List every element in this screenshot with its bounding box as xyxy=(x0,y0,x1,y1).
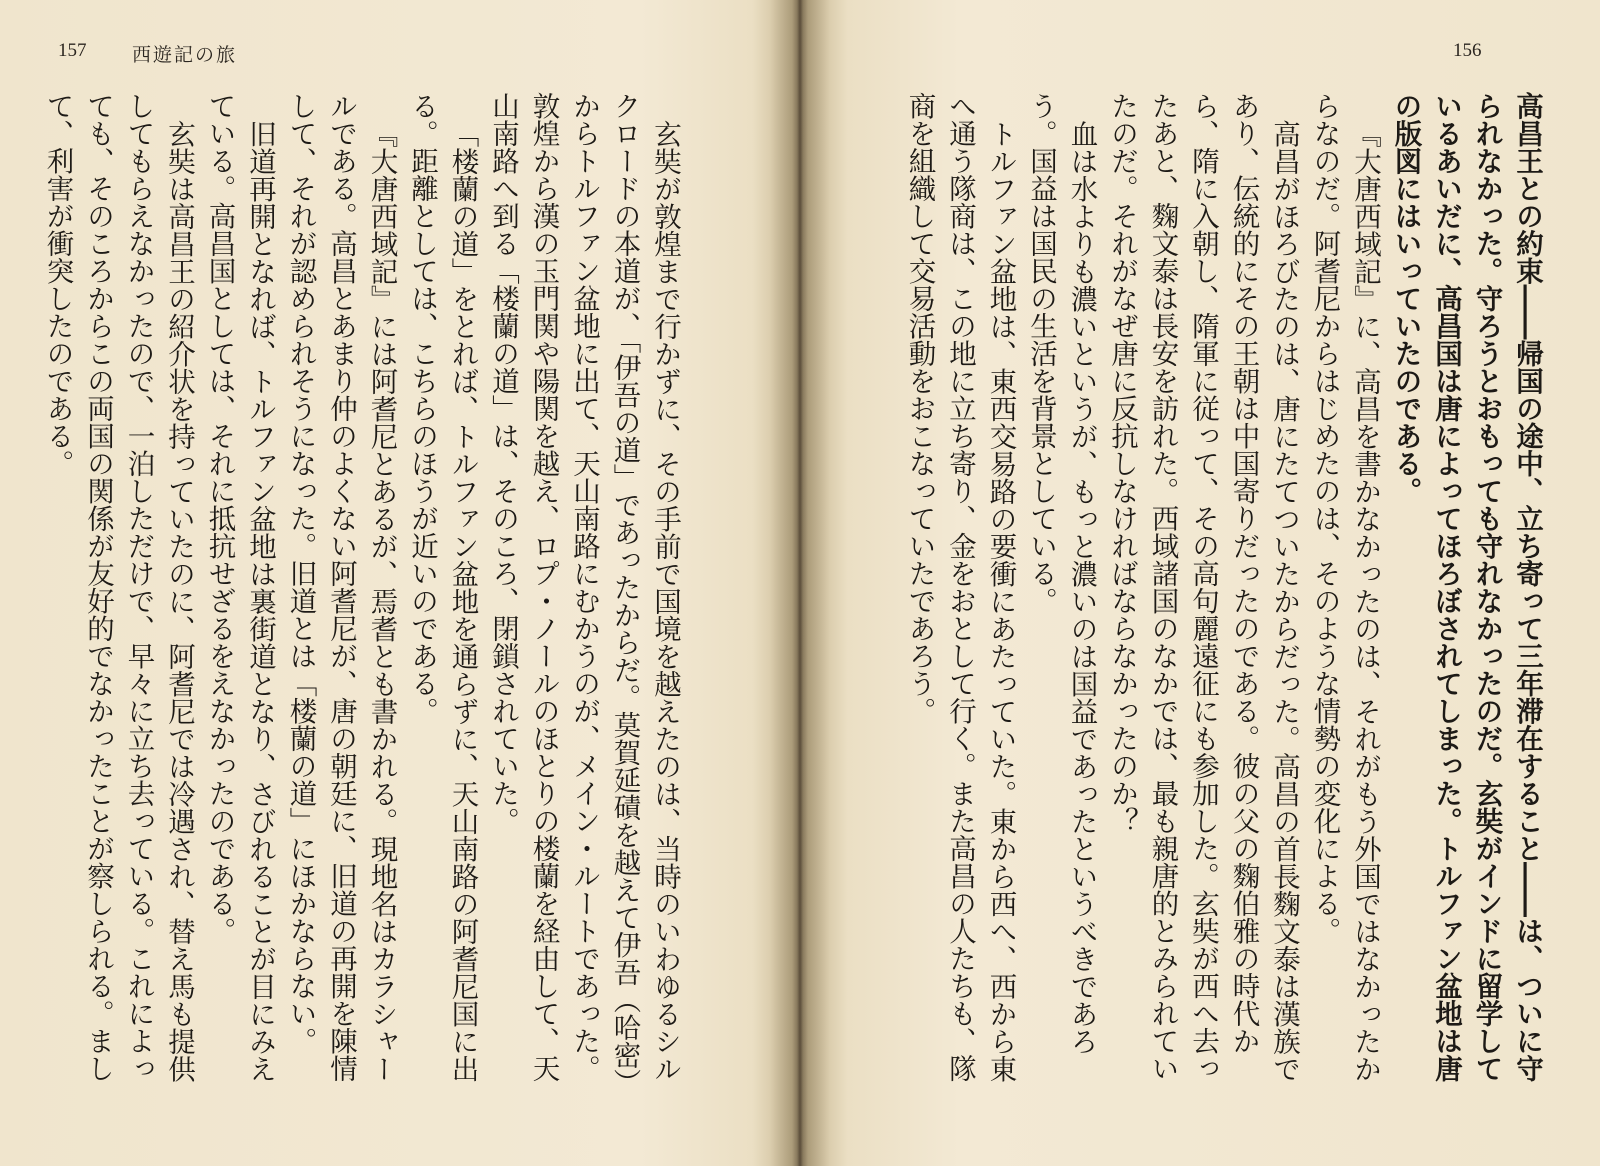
paragraph: 玄奘は高昌王の紹介状を持っていたのに、阿耆尼では冷遇され、替え馬も提供してもらえなかったので、一泊しただけで、早々に立ち去っている。これによっても、そのころからこの両国の関係が友好的でなかったことが察しられる。まして、利害が衝突したのである。 xyxy=(41,92,195,1082)
paragraph: 高昌王との約束――帰国の途中、立ち寄って三年滞在すること――は、ついに守られなかった。守ろうとおもっても守れなかったのだ。玄奘がインドに留学しているあいだに、高昌国は唐によってほろぼされてしまった。トルファン盆地は唐の版図にはいっていたのである。 xyxy=(1389,92,1543,1082)
running-title: 西遊記の旅 xyxy=(132,44,238,66)
body-text xyxy=(41,92,685,1102)
paragraph: 旧道再開となれば、トルファン盆地は裏街道となり、さびれることが目にみえている。高昌国としては、それに抵抗せざるをえなかったのである。 xyxy=(203,92,276,1082)
paragraph: 『大唐西域記』には阿耆尼とあるが、焉耆とも書かれる。現地名はカラシャールである。高昌とあまり仲のよくない阿耆尼が、唐の朝廷に、旧道の再開を陳情して、それが認められそうになった。旧道とは「楼蘭の道」にほかならない。 xyxy=(284,92,398,1082)
page-number: 157 xyxy=(58,40,87,61)
body-text xyxy=(830,92,1547,1102)
paragraph: 血は水よりも濃いというが、もっと濃いのは国益であったというべきであろう。国益は国民の生活を背景としている。 xyxy=(1025,92,1098,1055)
paragraph: 「楼蘭の道」をとれば、トルファン盆地を通らずに、天山南路の阿耆尼国に出る。距離としては、こちらのほうが近いのである。 xyxy=(406,92,479,1082)
paragraph: トルファン盆地は、東西交易路の要衝にあたっていた。東から西へ、西から東へ通う隊商は、この地に立ち寄り、金をおとして行く。また高昌の人たちも、隊商を組織して交易活動をおこなっていたであろう。 xyxy=(903,92,1017,1082)
paragraph: 高昌がほろびたのは、唐にたてついたからだった。高昌の首長麴文泰は漢族であり、伝統的にその王朝は中国寄りだったのである。彼の父の麴伯雅の時代から、隋に入朝し、隋軍に従って、その高句麗遠征にも参加した。玄奘が西へ去ったあと、麴文泰は長安を訪れた。西域諸国のなかでは、最も親唐的とみられていたのだ。それがなぜ唐に反抗しなければならなかったのか？ xyxy=(1106,92,1300,1082)
paragraph: 玄奘が敦煌まで行かずに、その手前で国境を越えたのは、当時のいわゆるシルクロードの本道が、「伊吾の道」であったからだ。莫賀延磧を越えて伊吾（哈密）からトルファン盆地に出て、天山南路にむかうのが、メイン・ルートであった。敦煌から漢の玉門関や陽関を越え、ロプ・ノールのほとりの楼蘭を経由して、天山南路へ到る「楼蘭の道」は、そのころ、閉鎖されていた。 xyxy=(487,92,681,1096)
right-page xyxy=(810,0,1600,1166)
left-page xyxy=(0,0,790,1166)
paragraph: 『大唐西域記』に、高昌を書かなかったのは、それがもう外国ではなかったからなのだ。阿耆尼からはじめたのは、そのような情勢の変化による。 xyxy=(1308,92,1381,1082)
page-number: 156 xyxy=(1453,40,1482,61)
